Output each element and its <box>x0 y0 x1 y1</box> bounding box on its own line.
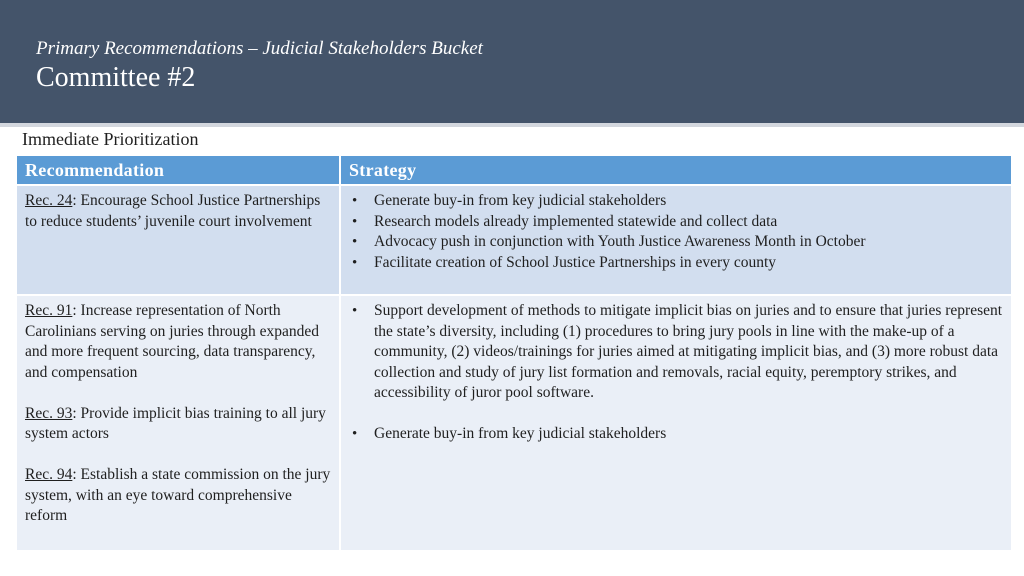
strategy-text: Advocacy push in conjunction with Youth Justice Awareness Month in October <box>374 233 866 250</box>
list-item <box>349 212 1005 233</box>
bullet-icon: • <box>352 234 358 250</box>
table-row <box>17 295 1011 550</box>
bullet-icon: • <box>352 254 358 271</box>
strategy-text: Facilitate creation of School Justice Partnerships in every county <box>374 253 777 271</box>
recommendation-ref: Rec. 91 <box>25 302 73 319</box>
column-header-recommendation: Recommendation <box>17 156 340 185</box>
strategy-text: Generate buy-in from key judicial stakeholders <box>374 192 667 209</box>
table-row <box>17 185 1011 295</box>
recommendation-cell <box>17 185 340 295</box>
strategy-cell <box>340 295 1011 550</box>
recommendation-item <box>25 465 333 527</box>
recommendation-ref: Rec. 24 <box>25 192 73 209</box>
list-item <box>349 301 1005 404</box>
bullet-icon: • <box>352 303 358 319</box>
strategy-text: Generate buy-in from key judicial stakeholders <box>374 425 667 442</box>
recommendation-item <box>25 191 333 232</box>
section-label: Immediate Prioritization <box>22 129 199 149</box>
slide-subtitle: Primary Recommendations – Judicial Stakeholders Bucket <box>36 38 483 59</box>
strategy-list <box>349 301 1005 445</box>
list-item <box>349 191 1005 212</box>
recommendation-item <box>25 404 333 445</box>
recommendation-ref: Rec. 94 <box>25 466 73 483</box>
strategy-text: Support development of methods to mitigate implicit bias on juries and to ensure that juries represent the state’s diversity, including (1) procedures to bring jury pools in line with the make-up of a community, (2) videos/trainings for juries aimed at mitigating implicit bias, and (3) more robust data collection and study of jury list formation and removals, racial equity, peremptory strikes, and accessibility of juror pool software. <box>374 302 1003 401</box>
strategy-text: Research models already implemented statewide and collect data <box>374 212 778 230</box>
recommendation-item <box>25 301 333 383</box>
list-item <box>349 424 1005 445</box>
recommendation-text: : Establish a state commission on the jury system, with an eye toward comprehensive reform <box>25 466 331 524</box>
column-header-strategy: Strategy <box>340 156 1011 185</box>
recommendation-ref: Rec. 93 <box>25 404 73 422</box>
recommendation-text: : Provide implicit bias training to all jury system actors <box>25 404 326 442</box>
bullet-icon: • <box>352 213 358 230</box>
recommendation-text: : Encourage School Justice Partnerships to reduce students’ juvenile court involvement <box>25 192 321 230</box>
table-header-row <box>17 156 1011 185</box>
list-item <box>349 253 1005 274</box>
slide-header <box>0 0 1024 123</box>
recommendations-table <box>17 156 1011 550</box>
strategy-cell <box>340 185 1011 295</box>
recommendation-text: : Increase representation of North Carolinians serving on juries through expanded and more frequent sourcing, data transparency, and compensation <box>25 302 320 381</box>
recommendation-cell <box>17 295 340 550</box>
header-divider <box>0 123 1024 127</box>
bullet-icon: • <box>352 426 358 442</box>
slide-title: Committee #2 <box>36 62 196 93</box>
bullet-icon: • <box>352 193 358 209</box>
strategy-list <box>349 191 1005 273</box>
list-item <box>349 232 1005 253</box>
